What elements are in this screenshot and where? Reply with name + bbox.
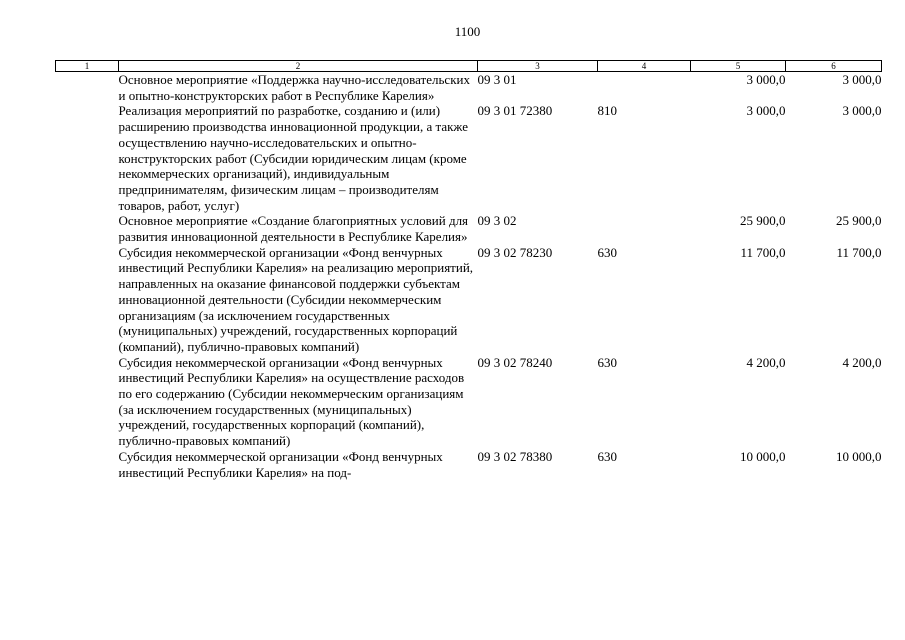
sum1-cell: 3 000,0: [746, 72, 786, 87]
table-header: [56, 61, 882, 72]
page-number: 1100: [454, 24, 481, 39]
type-cell: [598, 213, 691, 244]
type-cell: 630: [597, 244, 617, 260]
sum1-cell: 10 000,0: [740, 448, 786, 464]
column-header-1: 1: [56, 61, 119, 72]
row-index-cell: [56, 355, 119, 449]
sum1-cell: 3 000,0: [746, 103, 786, 119]
type-cell: [598, 72, 691, 104]
code-cell: 09 3 02 78380: [477, 448, 553, 464]
table-row: [56, 245, 882, 355]
type-cell: 630: [597, 448, 617, 464]
description-cell: Реализация мероприятий по разработке, созданию и (или) расширению производства инновационной продукции, а также осуществлению научно-исследовательских и опытно-конструкторских работ (Субсидии юридическим лицам (кроме некоммерческих организаций), индивидуальным предпринимателям, физическим лицам – производителям товаров, работ, услуг): [118, 103, 468, 213]
sum1-cell: 4 200,0: [746, 354, 786, 370]
row-index-cell: [56, 449, 119, 480]
code-cell: 09 3 01 72380: [477, 103, 553, 119]
description-cell: Субсидия некоммерческой организации «Фонд венчурных инвестиций Республики Карелия» на под-: [118, 448, 443, 480]
budget-table: [55, 60, 882, 480]
sum2-cell: 25 900,0: [836, 213, 882, 229]
description-cell: Субсидия некоммерческой организации «Фонд венчурных инвестиций Республики Карелия» на реализацию мероприятий, направленных на оказание финансовой поддержки субъектам инновационной деятельности (Субсидии некоммерческим организациям (за исключением государственных (муниципальных) учреждений, государственных корпораций (компаний), публично-правовых компаний): [118, 244, 474, 354]
code-cell: 09 3 02 78240: [477, 354, 553, 370]
column-header-3: 3: [478, 61, 598, 72]
row-index-cell: [56, 245, 119, 355]
table-row: [56, 72, 882, 104]
code-cell: 09 3 01: [477, 72, 517, 87]
code-cell: 09 3 02 78230: [477, 244, 553, 260]
row-index-cell: [56, 213, 119, 244]
description-cell: Основное мероприятие «Создание благоприятных условий для развития инновационной деятельности в Республике Карелия»: [118, 213, 469, 245]
column-header-6: 6: [786, 61, 882, 72]
description-cell: Субсидия некоммерческой организации «Фонд венчурных инвестиций Республики Карелия» на осуществление расходов по его содержанию (Субсидии некоммерческим организациям (за исключением государственных (муниципальных) учреждений, государственных корпораций (компаний), публично-правовых компаний): [118, 354, 465, 449]
sum2-cell: 4 200,0: [842, 354, 882, 370]
row-index-cell: [56, 103, 119, 213]
code-cell: 09 3 02: [477, 213, 517, 229]
table-row: [56, 103, 882, 213]
sum2-cell: 3 000,0: [842, 72, 882, 87]
sum1-cell: 25 900,0: [740, 213, 786, 229]
table-row: [56, 449, 882, 480]
column-header-2: 2: [119, 61, 478, 72]
table-row: [56, 355, 882, 449]
sum2-cell: 3 000,0: [842, 103, 882, 119]
sum1-cell: 11 700,0: [740, 244, 786, 260]
sum2-cell: 10 000,0: [836, 448, 882, 464]
type-cell: 810: [597, 103, 617, 119]
header-row: [56, 61, 882, 72]
column-header-4: 4: [598, 61, 691, 72]
row-index-cell: [56, 72, 119, 104]
column-header-5: 5: [691, 61, 786, 72]
table-row: [56, 213, 882, 244]
table-body: [56, 72, 882, 481]
type-cell: 630: [597, 354, 617, 370]
description-cell: Основное мероприятие «Поддержка научно-исследовательских и опытно-конструкторских работ в Республике Карелия»: [118, 72, 470, 103]
sum2-cell: 11 700,0: [836, 244, 882, 260]
